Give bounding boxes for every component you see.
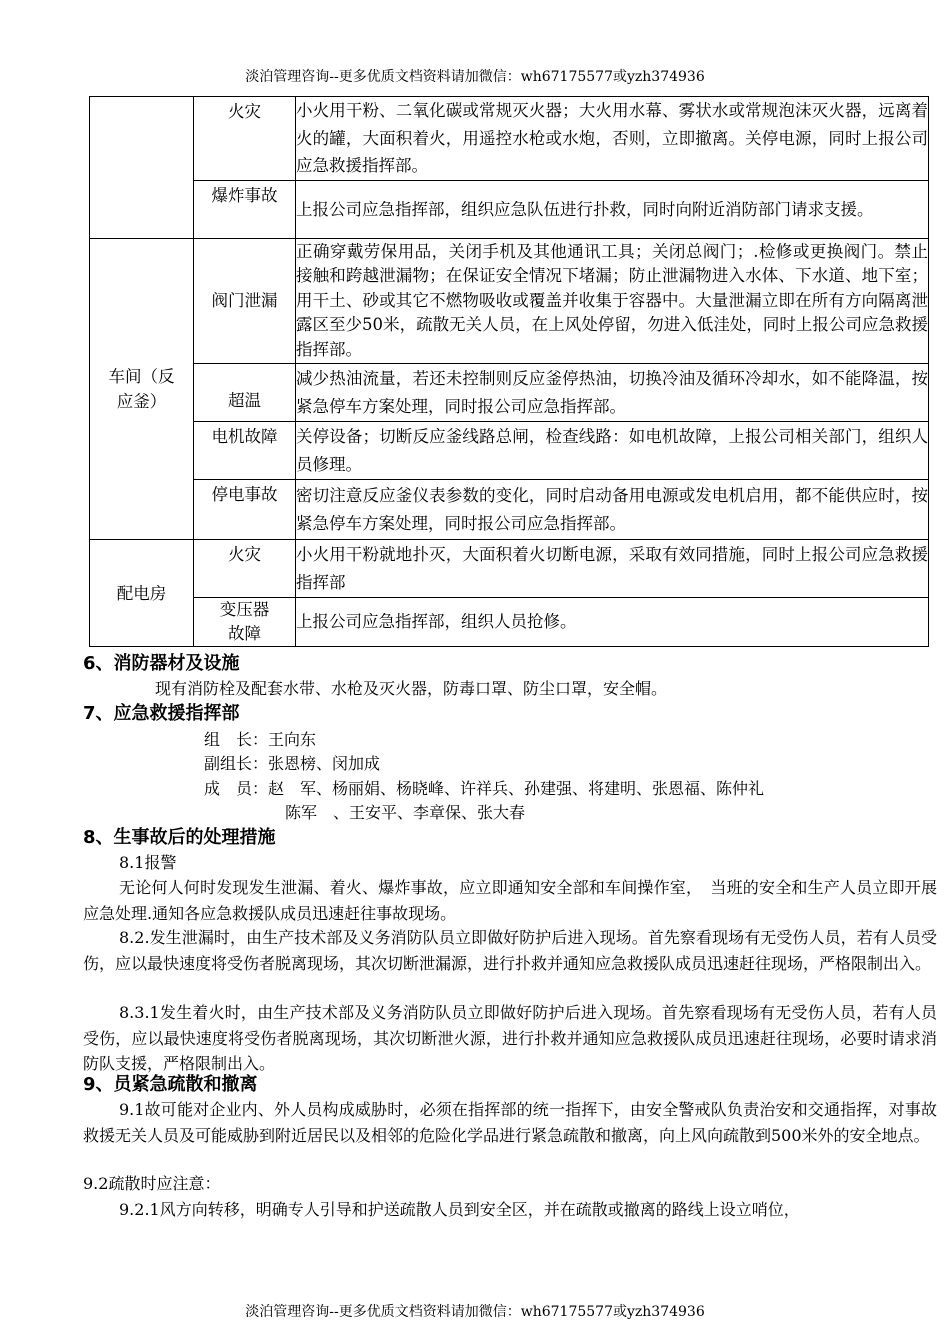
paragraph: 8.2.发生泄漏时，由生产技术部及义务消防队员立即做好防护后进入现场。首先察看现场有无受伤人员，若有人员受伤，应以最快速度将受伤者脱离现场，其次切断泄漏源，进行扑救并通知应急救援队成员迅速赶往现场，严格限制出入。 xyxy=(83,928,937,973)
members-line: 成 员：赵 军、杨丽娟、杨晓峰、许祥兵、孙建强、将建明、张恩福、陈仲礼 xyxy=(204,779,765,798)
deputy-line: 副组长：张恩榜、闵加成 xyxy=(204,754,381,773)
paragraph: 8.3.1发生着火时，由生产技术部及义务消防队员立即做好防护后进入现场。首先察看现场有无受伤人员，若有人员受伤，应以最快速度将受伤者脱离现场，其次切断泄火源，进行扑救并通知应急救援队成员迅速赶往现场，必要时请求消防队支援，严格限制出入。 xyxy=(83,1003,937,1073)
page-header: 淡泊管理咨询--更多优质文档资料请加微信：wh67175577或yzh374936 xyxy=(245,69,705,85)
measure-cell: 正确穿戴劳保用品，关闭手机及其他通讯工具；关闭总阀门；.检修或更换阀门。禁止接触和跨越泄漏物；在保证安全情况下堵漏；防止泄漏物进入水体、下水道、地下室；用干土、砂或其它不燃物吸收或覆盖并收集于容器中。大量泄漏立即在所有方向隔离泄露区至少50米，疏散无关人员，在上风处停留，勿进入低洼处，同时上报公司应急救援指挥部。 xyxy=(296,239,929,364)
area-cell: 配电房 xyxy=(90,540,194,647)
paragraph: 无论何人何时发现发生泄漏、着火、爆炸事故，应立即通知安全部和车间操作室， 当班的安全和生产人员立即开展应急处理.通知各应急救援队成员迅速赶往事故现场。 xyxy=(83,878,937,923)
table-row xyxy=(90,239,929,364)
table-row xyxy=(90,540,929,598)
table-row xyxy=(90,598,929,647)
measure-cell: 上报公司应急指挥部，组织应急队伍进行扑救，同时向附近消防部门请求支援。 xyxy=(296,181,929,239)
table-row xyxy=(90,364,929,422)
subheading: 8.1报警 xyxy=(119,853,177,872)
accident-type-cell: 爆炸事故 xyxy=(194,181,296,239)
accident-type-cell: 停电事故 xyxy=(194,480,296,540)
accident-type-cell: 超温 xyxy=(194,364,296,422)
measure-cell: 减少热油流量，若还未控制则反应釜停热油，切换冷油及循环冷却水，如不能降温，按紧急停车方案处理，同时报公司应急指挥部。 xyxy=(296,364,929,422)
measure-cell: 小火用干粉、二氧化碳或常规灭火器；大火用水幕、雾状水或常规泡沫灭火器，远离着火的罐，大面积着火，用遥控水枪或水炮，否则，立即撤离。关停电源，同时上报公司应急救援指挥部。 xyxy=(296,97,929,181)
emergency-measures-table xyxy=(89,96,929,647)
table-row xyxy=(90,422,929,480)
table-row xyxy=(90,97,929,181)
accident-type-cell: 变压器故障 xyxy=(194,598,296,647)
section-heading: 7、应急救援指挥部 xyxy=(83,703,240,724)
measure-cell: 关停设备；切断反应釜线路总闸，检查线路：如电机故障，上报公司相关部门，组织人员修理。 xyxy=(296,422,929,480)
paragraph: 9.1故可能对企业内、外人员构成威胁时，必须在指挥部的统一指挥下，由安全警戒队负责治安和交通指挥，对事故救援无关人员及可能威胁到附近居民以及相邻的危险化学品进行紧急疏散和撤离，向上风向疏散到500米外的安全地点。 xyxy=(83,1100,937,1145)
table-row xyxy=(90,181,929,239)
section-heading: 8、生事故后的处理措施 xyxy=(83,827,276,848)
section-text: 现有消防栓及配套水带、水枪及灭火器，防毒口罩、防尘口罩，安全帽。 xyxy=(155,679,668,698)
table-row xyxy=(90,480,929,540)
accident-type-cell: 火灾 xyxy=(194,97,296,181)
measure-cell: 小火用干粉就地扑灭，大面积着火切断电源，采取有效同措施，同时上报公司应急救援指挥部 xyxy=(296,540,929,598)
page-footer: 淡泊管理咨询--更多优质文档资料请加微信：wh67175577或yzh374936 xyxy=(245,1304,705,1320)
measure-cell: 上报公司应急指挥部，组织人员抢修。 xyxy=(296,598,929,647)
leader-line: 组 长：王向东 xyxy=(204,730,317,749)
section-heading: 6、消防器材及设施 xyxy=(83,653,240,674)
area-cell: 车间（反应釜） xyxy=(90,239,194,540)
accident-type-cell: 电机故障 xyxy=(194,422,296,480)
subheading: 9.2疏散时应注意： xyxy=(83,1174,221,1193)
area-cell xyxy=(90,97,194,239)
measure-cell: 密切注意反应釜仪表参数的变化，同时启动备用电源或发电机启用，都不能供应时，按紧急停车方案处理，同时报公司应急指挥部。 xyxy=(296,480,929,540)
accident-type-cell: 火灾 xyxy=(194,540,296,598)
section-heading: 9、员紧急疏散和撤离 xyxy=(83,1074,258,1095)
paragraph: 9.2.1风方向转移，明确专人引导和护送疏散人员到安全区，并在疏散或撤离的路线上设立哨位， xyxy=(119,1200,800,1219)
accident-type-cell: 阀门泄漏 xyxy=(194,239,296,364)
members-line-2: 陈军 、王安平、李章保、张大春 xyxy=(285,803,526,822)
